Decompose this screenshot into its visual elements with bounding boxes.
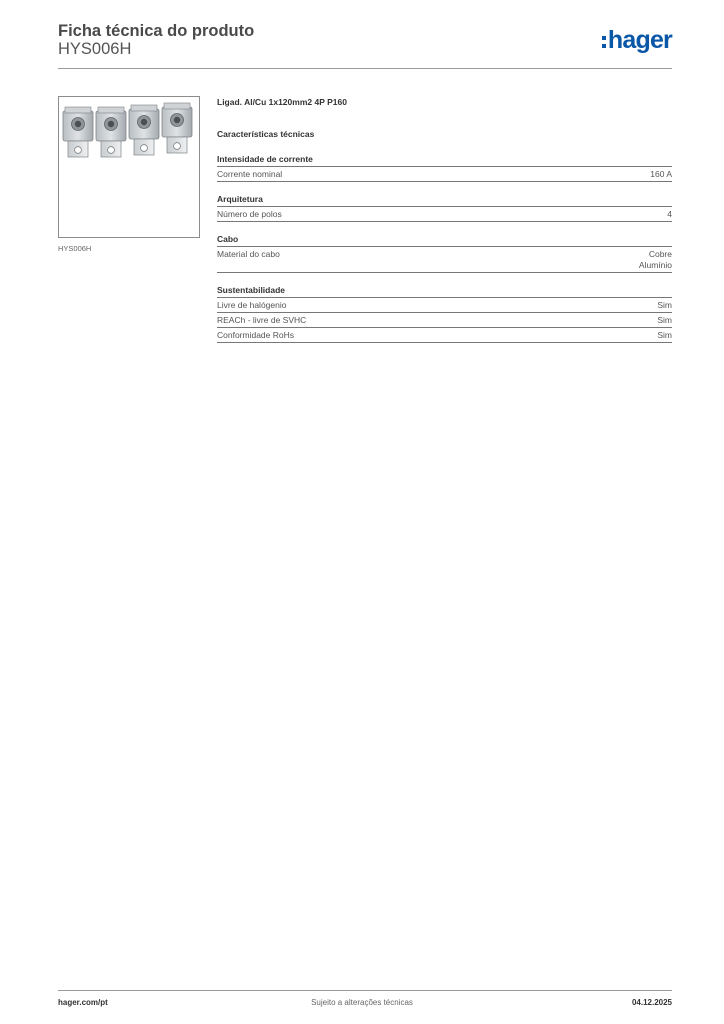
logo-text: hager xyxy=(607,26,672,54)
spec-label: Número de polos xyxy=(217,209,282,219)
logo-dots-icon xyxy=(602,36,606,48)
connector-pole xyxy=(63,107,93,157)
spec-label: Material do cabo xyxy=(217,249,280,259)
group-title: Arquitetura xyxy=(217,194,672,207)
spec-value: 160 A xyxy=(650,169,672,179)
header-divider xyxy=(58,68,672,69)
spec-row xyxy=(217,328,672,343)
spec-group-cable xyxy=(217,234,672,273)
product-code: HYS006H xyxy=(58,40,132,58)
document-title: Ficha técnica do produto xyxy=(58,22,255,40)
spec-label: REACh - livre de SVHC xyxy=(217,315,307,325)
spec-group-sustainability xyxy=(217,285,672,343)
spec-row xyxy=(217,247,672,273)
spec-value: Sim xyxy=(657,300,672,310)
spec-value: Sim xyxy=(657,315,672,325)
spec-value: Cobre Alumínio xyxy=(638,249,672,270)
product-name: Ligad. Al/Cu 1x120mm2 4P P160 xyxy=(217,97,347,107)
spec-label: Livre de halógenio xyxy=(217,300,287,310)
page-header xyxy=(58,20,672,68)
spec-label: Corrente nominal xyxy=(217,169,283,179)
terminal-connector-icon xyxy=(59,97,201,239)
footer-date: 04.12.2025 xyxy=(631,998,672,1007)
image-caption: HYS006H xyxy=(58,244,92,253)
spec-heading: Características técnicas xyxy=(217,129,315,139)
product-image xyxy=(58,96,200,238)
footer-divider xyxy=(58,990,672,991)
spec-row xyxy=(217,298,672,313)
group-title: Cabo xyxy=(217,234,672,247)
hager-logo[interactable] xyxy=(602,26,672,54)
footer-website-link[interactable]: hager.com/pt xyxy=(58,998,108,1007)
group-title: Sustentabilidade xyxy=(217,285,672,298)
spec-group-architecture xyxy=(217,194,672,222)
spec-label: Conformidade RoHs xyxy=(217,330,295,340)
spec-group-current xyxy=(217,154,672,182)
spec-row xyxy=(217,313,672,328)
spec-value: Sim xyxy=(657,330,672,340)
spec-value: 4 xyxy=(667,209,672,219)
spec-content xyxy=(217,97,672,343)
spec-row xyxy=(217,207,672,222)
footer-notice: Sujeito a alterações técnicas xyxy=(311,998,413,1007)
group-title: Intensidade de corrente xyxy=(217,154,672,167)
spec-row xyxy=(217,167,672,182)
